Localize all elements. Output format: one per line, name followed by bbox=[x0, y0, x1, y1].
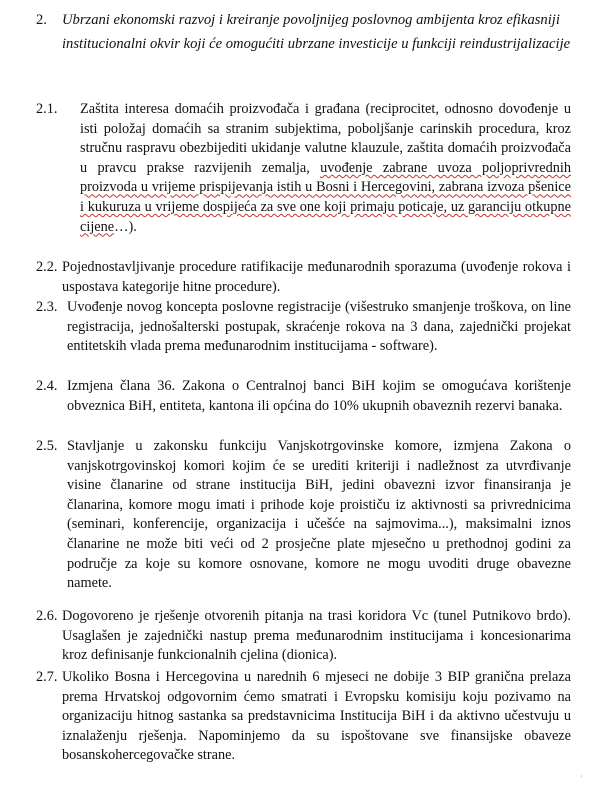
list-item-number: 2.3. bbox=[36, 299, 58, 315]
list-item-text: Pojednostavljivanje procedure ratifikacije međunarodnih sporazuma (uvođenje rokova i uspostava kategorije hitne procedure). bbox=[62, 259, 571, 295]
list-item-number: 2.1. bbox=[36, 101, 58, 117]
list-item-text: Izmjena člana 36. Zakona o Centralnoj banci BiH kojim se omogućava korištenje obveznica BiH, entiteta, kantona ili općina do 10% ukupnih obaveznih rezervi banaka. bbox=[67, 378, 571, 414]
section-heading-number: 2. bbox=[36, 12, 47, 28]
list-item-text: Dogovoreno je rješenje otvorenih pitanja na trasi koridora Vc (tunel Putnikovo brdo). Usaglašen je zajednički nastup prema međunarodnim institucijama i koncesionarima kroz definisanje funkcionalnih cjelina (dionica). bbox=[62, 608, 571, 664]
list-item-2-4 bbox=[36, 377, 571, 416]
page-corner-mark: ˙ bbox=[580, 774, 583, 783]
list-item-2-3 bbox=[36, 298, 571, 357]
list-item-text-plain: Zaštita interesa domaćih proizvođača i građana (reciprocitet, odnosno dovođenje u isti položaj domaćih sa stranim subjektima, poboljšanje carinskih procedura, kroz stručnu raspravu obezbijediti ukidanje valutne klauzule, zaštita domaćih proizvođača u pravcu prakse razvijenih zemalja, bbox=[80, 101, 571, 176]
section-heading-text: Ubrzani ekonomski razvoj i kreiranje povoljnijeg poslovnog ambijenta kroz efikasniji institucionalni okvir koji će omogućiti ubrzane investicije u funkciji reindustrijalizacije bbox=[62, 12, 571, 52]
list-item-number: 2.7. bbox=[36, 669, 58, 685]
list-item-text: Ukoliko Bosna i Hercegovina u narednih 6 mjeseci ne dobije 3 BIP granična prelaza prema Hrvatskoj odgovornim ćemo smatrati i Evropsku komisiju koju pozivamo na organizaciju hitnog sastanka sa predstavnicima Institucija BiH i da aktivno učestvuju u iznalaženju rješenja. Napominjemo da su ispoštovane sve finansijske obaveze bosanskohercegovačke strane. bbox=[62, 669, 571, 764]
list-item-number: 2.4. bbox=[36, 378, 58, 394]
list-item-text-tail: …). bbox=[114, 218, 137, 235]
spellcheck-marked-text: uvođenje zabrane uvoza poljoprivrednih proizvoda u vrijeme prispijevanja istih u Bosni i Hercegovini, zabrana izvoza pšenice i kukuruza u vrijeme dospijeća za sve one koji primaju poticaje, uz garanciju otkupne cijene bbox=[80, 159, 571, 235]
list-item-text bbox=[80, 100, 571, 237]
list-item-number: 2.2. bbox=[36, 259, 58, 275]
list-item-2-5 bbox=[36, 437, 571, 594]
list-item-2-6 bbox=[36, 607, 571, 666]
list-item-2-2 bbox=[36, 258, 571, 297]
list-item-text: Stavljanje u zakonsku funkciju Vanjskotrgovinske komore, izmjena Zakona o vanjskotrgovinskoj komori kojim će se urediti kriteriji i nadležnost za utvrđivanje visine članarine od strane institucija BiH, jedini obavezni izvor finansiranja je članarina, komore mogu imati i prihode koje proističu iz aktivnosti sa privrednicima (seminari, konferencije, organizacija i učešće na sajmovima...), maksimalni iznos članarine ne može biti veći od 2 prosječne plate mjesečno u prethodnoj godini za područje za koje su komore osnovane, komore ne mogu uvoditi druge obavezne namete. bbox=[67, 438, 571, 592]
list-item-text: Uvođenje novog koncepta poslovne registracije (višestruko smanjenje troškova, on line registracija, jednošalterski postupak, skraćenje rokova na 3 dana, zajednički projekat entitetskih vlada prema međunarodnim institucijama - software). bbox=[67, 299, 571, 355]
list-item-2-7 bbox=[36, 668, 571, 766]
list-item-number: 2.6. bbox=[36, 608, 58, 624]
list-item-number: 2.5. bbox=[36, 438, 58, 454]
list-item-2-1 bbox=[36, 100, 571, 237]
section-heading bbox=[36, 8, 581, 56]
